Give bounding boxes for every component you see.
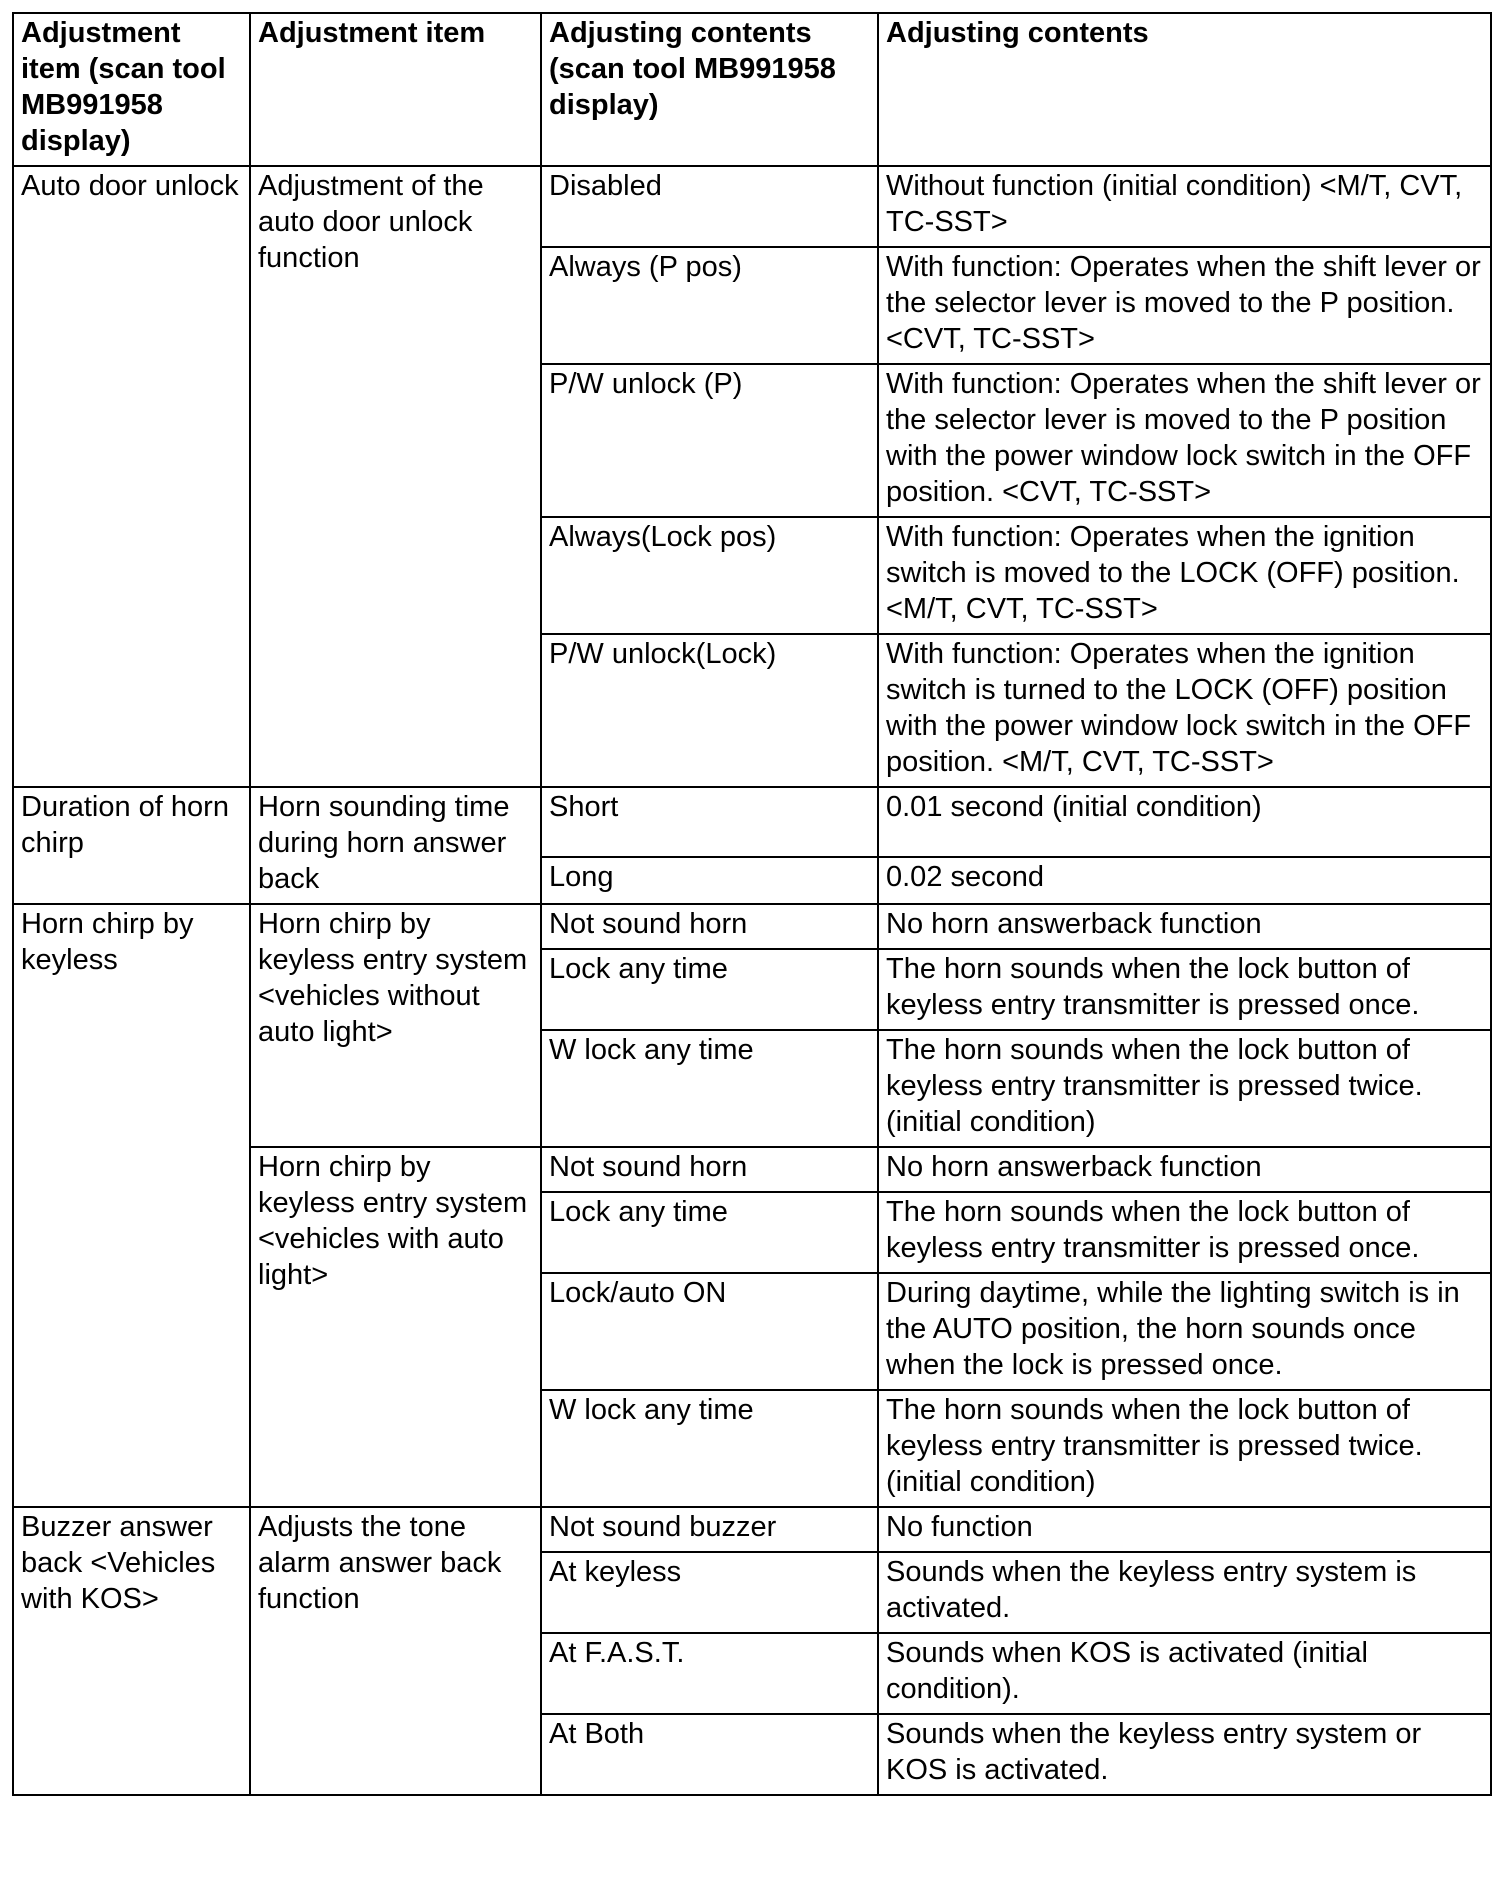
content-cell: The horn sounds when the lock button of keyless entry transmitter is pressed once. bbox=[878, 1192, 1491, 1273]
scan-setting-cell: P/W unlock(Lock) bbox=[541, 634, 878, 787]
item-cell: Adjustment of the auto door unlock function bbox=[250, 166, 541, 787]
content-cell: With function: Operates when the ignition switch is moved to the LOCK (OFF) position. <M/T, CVT, TC-SST> bbox=[878, 517, 1491, 634]
scan-setting-cell: Short bbox=[541, 787, 878, 857]
content-cell: With function: Operates when the shift lever or the selector lever is moved to the P position with the power window lock switch in the OFF position. <CVT, TC-SST> bbox=[878, 364, 1491, 517]
content-cell: No function bbox=[878, 1507, 1491, 1552]
scan-setting-cell: At keyless bbox=[541, 1552, 878, 1633]
scan-setting-cell: Always (P pos) bbox=[541, 247, 878, 364]
header-row bbox=[13, 13, 1491, 166]
scan-setting-cell: Lock any time bbox=[541, 949, 878, 1030]
scan-setting-cell: Not sound buzzer bbox=[541, 1507, 878, 1552]
item-cell: Adjusts the tone alarm answer back function bbox=[250, 1507, 541, 1795]
item-scan-cell: Horn chirp by keyless bbox=[13, 904, 250, 1507]
content-cell: Sounds when KOS is activated (initial condition). bbox=[878, 1633, 1491, 1714]
content-cell: During daytime, while the lighting switch is in the AUTO position, the horn sounds once when the lock is pressed once. bbox=[878, 1273, 1491, 1390]
item-scan-cell: Duration of horn chirp bbox=[13, 787, 250, 904]
header-adjustment-item-scan: Adjustment item (scan tool MB991958 display) bbox=[13, 13, 250, 166]
scan-setting-cell: Not sound horn bbox=[541, 904, 878, 949]
table-row bbox=[13, 904, 1491, 949]
scan-setting-cell: Not sound horn bbox=[541, 1147, 878, 1192]
content-cell: No horn answerback function bbox=[878, 1147, 1491, 1192]
table-row bbox=[13, 787, 1491, 857]
item-scan-cell: Buzzer answer back <Vehicles with KOS> bbox=[13, 1507, 250, 1795]
content-cell: The horn sounds when the lock button of keyless entry transmitter is pressed twice. (initial condition) bbox=[878, 1390, 1491, 1507]
content-cell: Without function (initial condition) <M/T, CVT, TC-SST> bbox=[878, 166, 1491, 247]
content-cell: Sounds when the keyless entry system is activated. bbox=[878, 1552, 1491, 1633]
scan-setting-cell: At Both bbox=[541, 1714, 878, 1795]
item-scan-cell: Auto door unlock bbox=[13, 166, 250, 787]
table-row bbox=[13, 1507, 1491, 1552]
content-cell: 0.01 second (initial condition) bbox=[878, 787, 1491, 857]
scan-setting-cell: Lock any time bbox=[541, 1192, 878, 1273]
header-adjusting-contents: Adjusting contents bbox=[878, 13, 1491, 166]
scan-setting-cell: W lock any time bbox=[541, 1030, 878, 1147]
adjustment-table bbox=[12, 12, 1492, 1796]
header-adjusting-contents-scan: Adjusting contents (scan tool MB991958 display) bbox=[541, 13, 878, 166]
scan-setting-cell: W lock any time bbox=[541, 1390, 878, 1507]
item-cell: Horn chirp by keyless entry system <vehicles with auto light> bbox=[250, 1147, 541, 1507]
item-cell: Horn chirp by keyless entry system <vehicles without auto light> bbox=[250, 904, 541, 1147]
content-cell: With function: Operates when the ignition switch is turned to the LOCK (OFF) position with the power window lock switch in the OFF position. <M/T, CVT, TC-SST> bbox=[878, 634, 1491, 787]
scan-setting-cell: Long bbox=[541, 857, 878, 904]
content-cell: Sounds when the keyless entry system or KOS is activated. bbox=[878, 1714, 1491, 1795]
content-cell: 0.02 second bbox=[878, 857, 1491, 904]
header-adjustment-item: Adjustment item bbox=[250, 13, 541, 166]
content-cell: The horn sounds when the lock button of keyless entry transmitter is pressed once. bbox=[878, 949, 1491, 1030]
scan-setting-cell: Always(Lock pos) bbox=[541, 517, 878, 634]
content-cell: No horn answerback function bbox=[878, 904, 1491, 949]
scan-setting-cell: Disabled bbox=[541, 166, 878, 247]
table-row bbox=[13, 166, 1491, 247]
item-cell: Horn sounding time during horn answer back bbox=[250, 787, 541, 904]
scan-setting-cell: At F.A.S.T. bbox=[541, 1633, 878, 1714]
scan-setting-cell: P/W unlock (P) bbox=[541, 364, 878, 517]
content-cell: The horn sounds when the lock button of keyless entry transmitter is pressed twice. (initial condition) bbox=[878, 1030, 1491, 1147]
scan-setting-cell: Lock/auto ON bbox=[541, 1273, 878, 1390]
content-cell: With function: Operates when the shift lever or the selector lever is moved to the P position. <CVT, TC-SST> bbox=[878, 247, 1491, 364]
